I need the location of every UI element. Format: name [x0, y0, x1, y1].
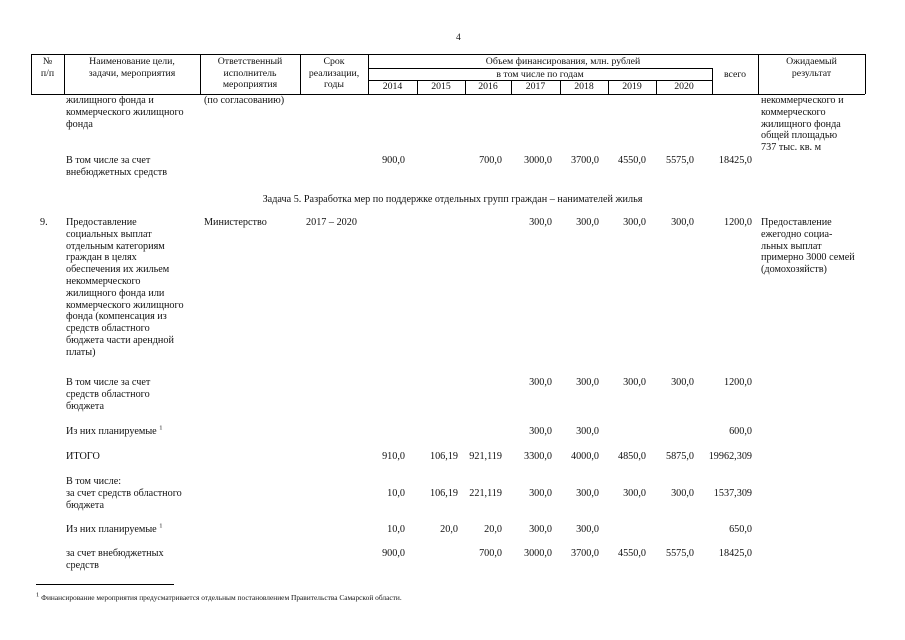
continued-result: некоммерческого и коммерческого жилищного фонда общей площадью 737 тыс. кв. м	[761, 95, 844, 154]
including-values-y2020: 300,0	[671, 488, 694, 499]
planned-label: Из них планируемые $^1$	[66, 424, 163, 437]
planned-2-values-y2017: 300,0	[529, 524, 552, 535]
including-values-y2019: 300,0	[623, 488, 646, 499]
extra-budget-2-values-y2014: 900,0	[382, 548, 405, 559]
regional-budget-label: В том числе за счет средств областного бюджета	[66, 377, 151, 412]
header-by-years: в том числе по годам	[496, 69, 584, 80]
header-total: всего	[723, 69, 747, 80]
item-9-values-y2018: 300,0	[576, 217, 599, 228]
header-term: Срок реализации, годы	[308, 56, 360, 90]
header-year-2014: 2014	[382, 81, 403, 92]
including-values-y2018: 300,0	[576, 488, 599, 499]
item-9-responsible: Министерство	[204, 217, 267, 228]
item-9-values-y2017: 300,0	[529, 217, 552, 228]
extra-budget-values-total: 18425,0	[718, 155, 752, 166]
extra-budget-label: В том числе за счет внебюджетных средств	[66, 155, 168, 178]
extra-budget-2-values-y2018: 3700,0	[570, 548, 599, 559]
header-year-2019: 2019	[622, 81, 642, 92]
total-values-y2020: 5875,0	[665, 451, 694, 462]
including-label: В том числе: за счет средств областного бюджета	[66, 476, 182, 511]
header-name: Наименование цели, задачи, мероприятия	[88, 56, 176, 79]
planned-values-y2018: 300,0	[576, 426, 599, 437]
planned-values-y2017: 300,0	[529, 426, 552, 437]
header-result: Ожидаемый результат	[786, 56, 837, 79]
extra-budget-2-values-y2017: 3000,0	[523, 548, 552, 559]
header-year-2020: 2020	[674, 81, 694, 92]
total-values-y2019: 4850,0	[617, 451, 646, 462]
planned-2-values-total: 650,0	[729, 524, 752, 535]
planned-2-label: Из них планируемые $^1$	[66, 522, 163, 535]
extra-budget-2-values-total: 18425,0	[718, 548, 752, 559]
extra-budget-values-y2018: 3700,0	[570, 155, 599, 166]
regional-budget-values-y2020: 300,0	[671, 377, 694, 388]
planned-values-total: 600,0	[729, 426, 752, 437]
total-values-y2015: 106,19	[429, 451, 458, 462]
header-year-2015: 2015	[431, 81, 451, 92]
footnote: $^1$ Финансирование мероприятия предусматривается отдельным постановлением Правительства Самарской области.	[36, 591, 402, 602]
planned-2-values-y2015: 20,0	[440, 524, 458, 535]
item-9-values-total: 1200,0	[723, 217, 752, 228]
regional-budget-values-y2017: 300,0	[529, 377, 552, 388]
total-values-total: 19962,309	[708, 451, 752, 462]
extra-budget-2-values-y2016: 700,0	[479, 548, 502, 559]
item-9-name: Предоставление социальных выплат отдельным категориям граждан в целях обеспечения их жильем некоммерческого жилищного фонда или коммерческого жилищного фонда (компенсация из средств областного бюджета части арендной платы)	[66, 217, 184, 358]
extra-budget-values-y2014: 900,0	[382, 155, 405, 166]
item-9-term: 2017 – 2020	[306, 217, 357, 228]
extra-budget-2-values-y2020: 5575,0	[665, 548, 694, 559]
extra-budget-values-y2019: 4550,0	[617, 155, 646, 166]
total-values-y2017: 3300,0	[523, 451, 552, 462]
header-year-2017: 2017	[525, 81, 546, 92]
regional-budget-values-y2018: 300,0	[576, 377, 599, 388]
header-num: № п/п	[40, 56, 55, 79]
task-5-heading: Задача 5. Разработка мер по поддержке отдельных групп граждан – нанимателей жилья	[262, 194, 643, 205]
including-values-y2014: 10,0	[387, 488, 405, 499]
extra-budget-values-y2020: 5575,0	[665, 155, 694, 166]
regional-budget-values-total: 1200,0	[723, 377, 752, 388]
continued-responsible: (по согласованию)	[204, 95, 285, 106]
footnote-divider	[36, 584, 174, 585]
total-label: ИТОГО	[66, 451, 100, 462]
extra-budget-values-y2017: 3000,0	[523, 155, 552, 166]
extra-budget-2-label: за счет внебюджетных средств	[66, 548, 164, 571]
header-responsible: Ответственный исполнитель мероприятия	[217, 56, 283, 90]
including-values-y2016: 221,119	[469, 488, 502, 499]
item-9-result: Предоставление ежегодно социа- льных выплат примерно 3000 семей (домохозяйств)	[761, 217, 855, 276]
planned-2-values-y2016: 20,0	[484, 524, 502, 535]
total-values-y2014: 910,0	[382, 451, 405, 462]
including-values-total: 1537,309	[713, 488, 752, 499]
total-values-y2018: 4000,0	[570, 451, 599, 462]
planned-2-values-y2014: 10,0	[387, 524, 405, 535]
page-number: 4	[456, 33, 461, 43]
continued-name: жилищного фонда и коммерческого жилищного фонда	[66, 95, 184, 130]
item-9-values-y2020: 300,0	[671, 217, 694, 228]
including-values-y2015: 106,19	[429, 488, 458, 499]
regional-budget-values-y2019: 300,0	[623, 377, 646, 388]
header-funding: Объем финансирования, млн. рублей	[485, 56, 641, 67]
item-9-values-y2019: 300,0	[623, 217, 646, 228]
total-values-y2016: 921,119	[469, 451, 502, 462]
extra-budget-values-y2016: 700,0	[479, 155, 502, 166]
header-year-2016: 2016	[478, 81, 498, 92]
header-year-2018: 2018	[574, 81, 594, 92]
including-values-y2017: 300,0	[529, 488, 552, 499]
planned-2-values-y2018: 300,0	[576, 524, 599, 535]
item-9-number: 9.	[40, 217, 48, 228]
extra-budget-2-values-y2019: 4550,0	[617, 548, 646, 559]
